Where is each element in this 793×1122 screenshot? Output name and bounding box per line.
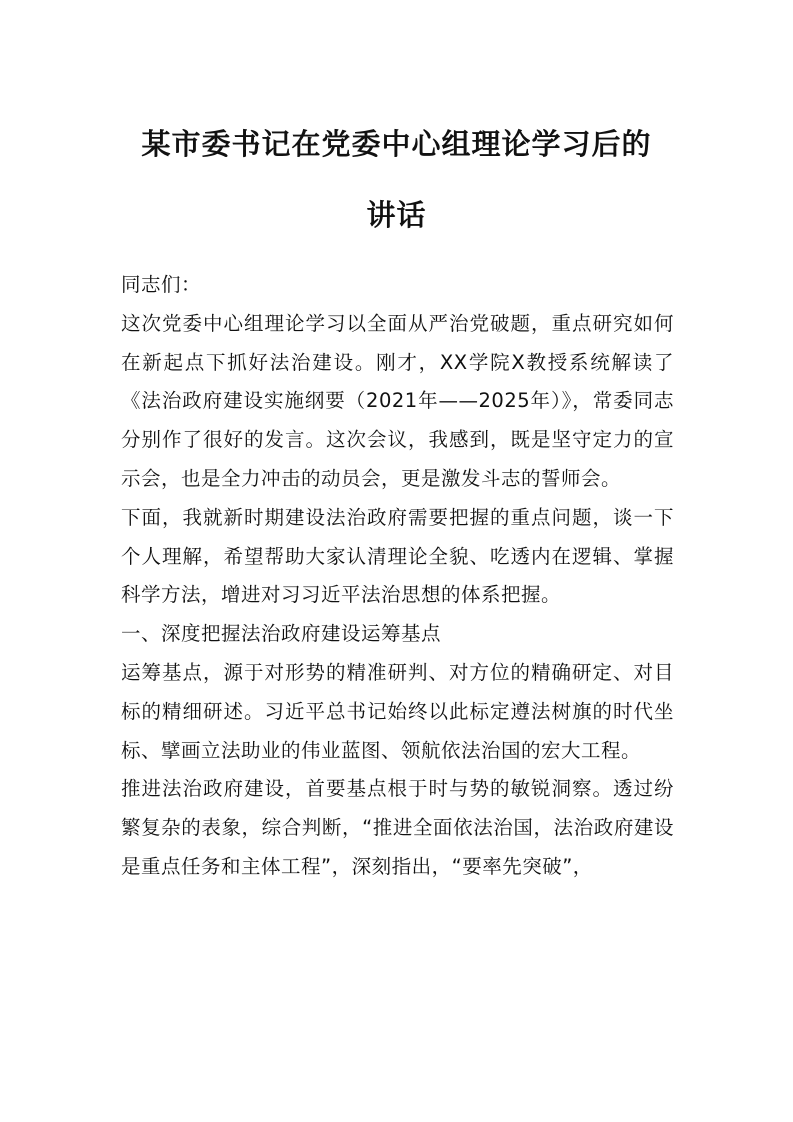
body-paragraph: 这次党委中心组理论学习以全面从严治党破题，重点研究如何在新起点下抓好法治建设。刚才，XX学院X教授系统解读了《法治政府建设实施纲要（2021年——2025年）》，常委同志分别作了很好的发言。这次会议，我感到，既是坚守定力的宣示会，也是全力冲击的动员会，更是激发斗志的誓师会。 (121, 311, 674, 490)
document-body (121, 266, 674, 887)
salutation: 同志们： (121, 273, 202, 296)
section-heading: 一、深度把握法治政府建设运筹基点 (121, 622, 442, 646)
body-paragraph: 下面，我就新时期建设法治政府需要把握的重点问题，谈一下个人理解，希望帮助大家认清理论全貌、吃透内在逻辑、掌握科学方法，增进对习习近平法治思想的体系把握。 (121, 505, 674, 607)
document-title-line-1: 某市委书记在党委中心组理论学习后的 (141, 127, 652, 161)
body-paragraph: 推进法治政府建设，首要基点根于时与势的敏锐洞察。透过纷繁复杂的表象，综合判断，“推进全面依法治国，法治政府建设是重点任务和主体工程”，深刻指出，“要率先突破”， (121, 777, 674, 878)
body-paragraph: 运筹基点，源于对形势的精准研判、对方位的精确研定、对目标的精细研述。习近平总书记始终以此标定遵法树旗的时代坐标、擘画立法助业的伟业蓝图、领航依法治国的宏大工程。 (121, 660, 674, 762)
document-title-line-2: 讲话 (366, 198, 427, 232)
